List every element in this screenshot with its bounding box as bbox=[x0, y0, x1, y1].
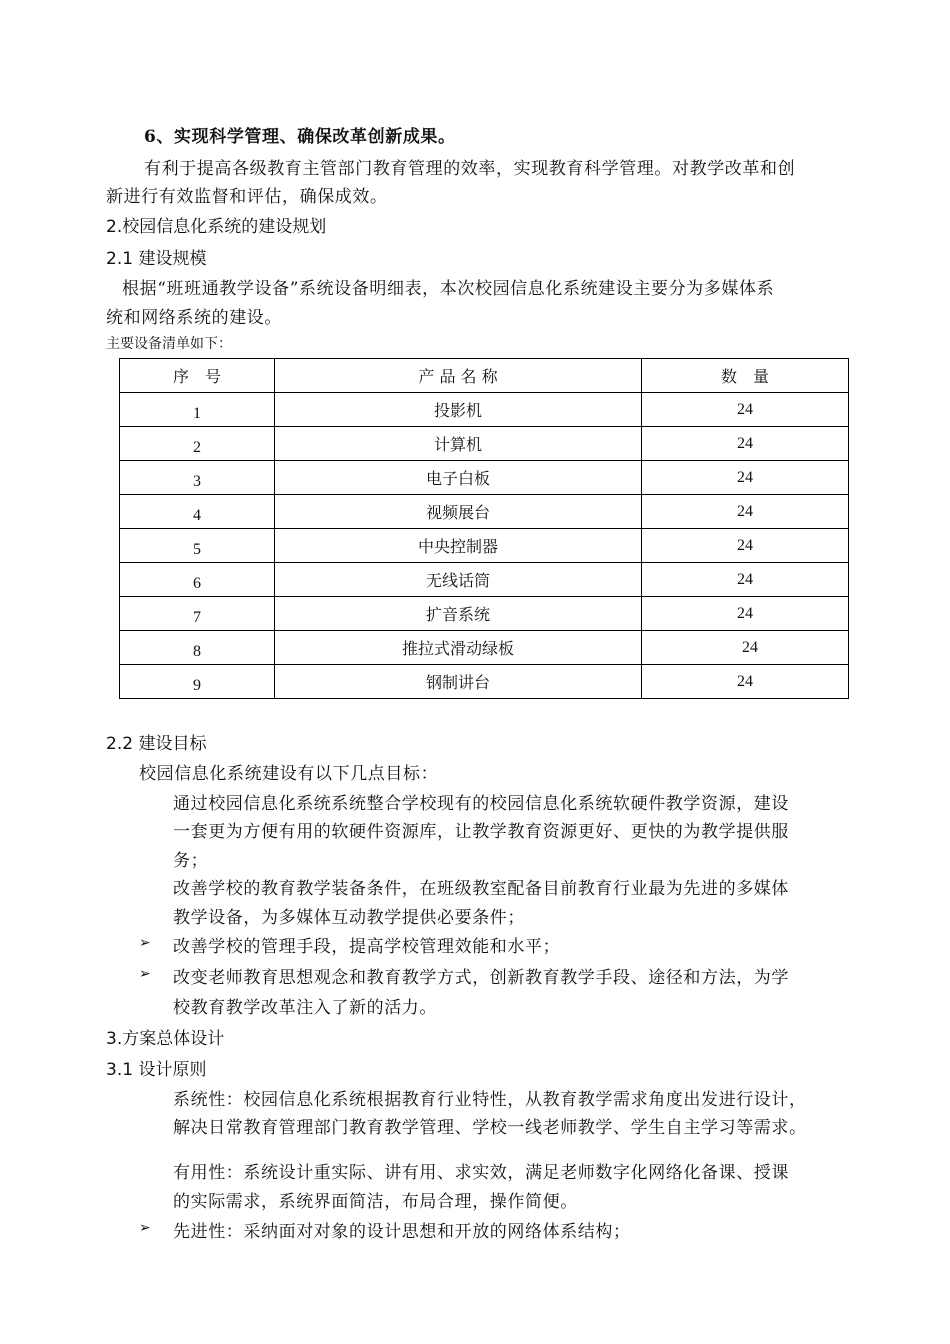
row-index: 7 bbox=[193, 608, 201, 626]
goal-4-line-1: 改变老师教育思想观念和教育教学方式，创新教育教学手段、途径和方法，为学 bbox=[173, 968, 789, 988]
para-2-1-line-2: 统和网络系统的建设。 bbox=[106, 308, 282, 328]
row-product: 推拉式滑动绿板 bbox=[275, 631, 642, 665]
table-row bbox=[120, 665, 849, 699]
principle-3: 先进性：采纳面对对象的设计思想和开放的网络体系结构； bbox=[173, 1222, 631, 1242]
row-product: 扩音系统 bbox=[275, 597, 642, 631]
row-product: 电子白板 bbox=[275, 461, 642, 495]
row-index: 9 bbox=[193, 676, 201, 694]
equipment-table bbox=[119, 358, 849, 699]
row-index: 1 bbox=[193, 404, 201, 422]
arrow-bullet-icon: ➢ bbox=[139, 1220, 151, 1236]
row-quantity: 24 bbox=[642, 461, 849, 495]
arrow-bullet-icon: ➢ bbox=[139, 935, 151, 951]
table-row bbox=[120, 427, 849, 461]
header-index: 序 号 bbox=[120, 359, 275, 393]
section-6-title: 6、实现科学管理、确保改革创新成果。 bbox=[144, 127, 456, 147]
header-quantity: 数 量 bbox=[642, 359, 849, 393]
row-product: 计算机 bbox=[275, 427, 642, 461]
goal-3: 改善学校的管理手段，提高学校管理效能和水平； bbox=[173, 937, 561, 957]
principle-2-line-1: 有用性：系统设计重实际、讲有用、求实效，满足老师数字化网络化备课、授课 bbox=[173, 1163, 789, 1183]
row-index: 5 bbox=[193, 540, 201, 558]
goal-1-line-2: 一套更为方便有用的软硬件资源库，让教学教育资源更好、更快的为教学提供服 bbox=[173, 822, 789, 842]
heading-3-1: 3.1 设计原则 bbox=[106, 1060, 207, 1080]
heading-2-1: 2.1 建设规模 bbox=[106, 249, 207, 269]
goal-2-line-2: 教学设备，为多媒体互动教学提供必要条件； bbox=[173, 908, 525, 928]
table-header-row bbox=[120, 359, 849, 393]
equipment-list-intro: 主要设备清单如下： bbox=[106, 336, 232, 352]
para-2-1-line-1: 根据“班班通教学设备”系统设备明细表，本次校园信息化系统建设主要分为多媒体系 bbox=[122, 279, 775, 299]
row-index: 2 bbox=[193, 438, 201, 456]
section-6-para-line-1: 有利于提高各级教育主管部门教育管理的效率，实现教育科学管理。对教学改革和创 bbox=[144, 159, 796, 179]
heading-2: 2.校园信息化系统的建设规划 bbox=[106, 217, 327, 237]
row-index: 4 bbox=[193, 506, 201, 524]
table-row bbox=[120, 393, 849, 427]
row-index: 8 bbox=[193, 642, 201, 660]
row-quantity: 24 bbox=[642, 427, 849, 461]
row-quantity: 24 bbox=[642, 393, 849, 427]
arrow-bullet-icon: ➢ bbox=[139, 966, 151, 982]
goal-1-line-3: 务； bbox=[173, 851, 209, 871]
principle-1-line-2: 解决日常教育管理部门教育教学管理、学校一线老师教学、学生自主学习等需求。 bbox=[173, 1118, 807, 1138]
row-index: 6 bbox=[193, 574, 201, 592]
row-product: 中央控制器 bbox=[275, 529, 642, 563]
section-6-para-line-2: 新进行有效监督和评估，确保成效。 bbox=[106, 187, 388, 207]
table-row bbox=[120, 631, 849, 665]
row-quantity: 24 bbox=[642, 563, 849, 597]
header-product-name: 产 品 名 称 bbox=[275, 359, 642, 393]
goal-4-line-2: 校教育教学改革注入了新的活力。 bbox=[173, 998, 437, 1018]
table-row bbox=[120, 529, 849, 563]
principle-1-line-1: 系统性：校园信息化系统根据教育行业特性，从教育教学需求角度出发进行设计， bbox=[173, 1090, 807, 1110]
heading-2-2: 2.2 建设目标 bbox=[106, 734, 207, 754]
row-quantity: 24 bbox=[642, 597, 849, 631]
heading-3: 3.方案总体设计 bbox=[106, 1029, 225, 1049]
row-quantity: 24 bbox=[642, 495, 849, 529]
table-row bbox=[120, 563, 849, 597]
goal-2-line-1: 改善学校的教育教学装备条件，在班级教室配备目前教育行业最为先进的多媒体 bbox=[173, 879, 789, 899]
table-row bbox=[120, 597, 849, 631]
row-product: 无线话筒 bbox=[275, 563, 642, 597]
row-quantity: 24 bbox=[642, 529, 849, 563]
table-row bbox=[120, 461, 849, 495]
row-quantity: 24 bbox=[642, 631, 849, 665]
row-product: 钢制讲台 bbox=[275, 665, 642, 699]
para-2-2-intro: 校园信息化系统建设有以下几点目标： bbox=[139, 764, 439, 784]
principle-2-line-2: 的实际需求，系统界面简洁，布局合理，操作简便。 bbox=[173, 1192, 578, 1212]
table-row bbox=[120, 495, 849, 529]
row-index: 3 bbox=[193, 472, 201, 490]
goal-1-line-1: 通过校园信息化系统系统整合学校现有的校园信息化系统软硬件教学资源，建设 bbox=[173, 794, 789, 814]
row-product: 投影机 bbox=[275, 393, 642, 427]
row-product: 视频展台 bbox=[275, 495, 642, 529]
row-quantity: 24 bbox=[642, 665, 849, 699]
